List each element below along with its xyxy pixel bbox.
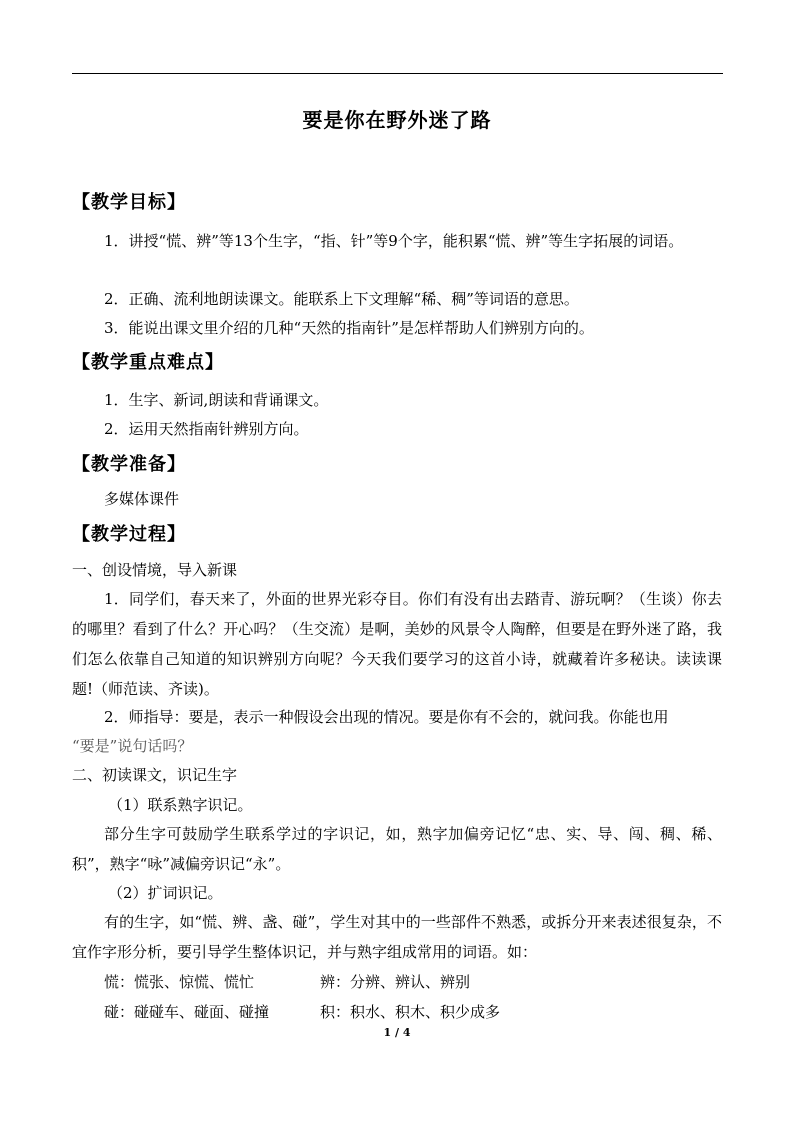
heading-keypoints: 【教学重点难点】 <box>72 352 224 373</box>
process-paragraph-2-line2: “要是”说句话吗？ <box>72 737 193 755</box>
header-rule <box>72 73 723 74</box>
word-group-huang: 慌：慌张、惊慌、慌忙 <box>104 973 255 991</box>
goal-item-3: 3．能说出课文里介绍的几种“天然的指南针”是怎样帮助人们辨别方向的。 <box>104 319 594 337</box>
part2-title: 二、初读课文，识记生字 <box>72 766 238 784</box>
document-title: 要是你在野外迷了路 <box>302 108 492 132</box>
process-paragraph-2-line1: 2．师指导：要是，表示一种假设会出现的情况。要是你有不会的，就问我。你能也用 <box>104 708 669 726</box>
heading-prep: 【教学准备】 <box>72 454 186 475</box>
part1-title: 一、创设情境，导入新课 <box>72 561 238 579</box>
subsection-2: （2）扩词识记。 <box>108 884 223 902</box>
keypoint-item-2: 2．运用天然指南针辨别方向。 <box>104 420 309 438</box>
subsection-1: （1）联系熟字识记。 <box>108 796 253 814</box>
process-paragraph-1: 1．同学们，春天来了，外面的世界光彩夺目。你们有没有出去踏青、游玩啊？（生谈）你去的哪里？看到了什么？开心吗？（生交流）是啊，美妙的风景令人陶醉，但要是在野外迷了路，我们怎么依靠自己知道的知识辨别方向呢？今天我们要学习的这首小诗，就藏着许多秘诀。读读课题!（师范读、齐读)。 <box>72 590 722 698</box>
word-group-bian: 辨：分辨、辨认、辨别 <box>320 973 471 991</box>
word-group-ji: 积：积水、积木、积少成多 <box>320 1003 501 1021</box>
keypoint-item-1: 1．生字、新词,朗读和背诵课文。 <box>104 391 329 409</box>
process-paragraph-3: 部分生字可鼓励学生联系学过的字识记，如，熟字加偏旁记忆“忠、实、导、闯、稠、稀、积”，熟字“咏”减偏旁识记“永”。 <box>72 825 722 873</box>
heading-goals: 【教学目标】 <box>72 192 186 213</box>
page-number: 1 / 4 <box>383 1026 411 1039</box>
prep-text: 多媒体课件 <box>104 490 180 508</box>
word-group-peng: 碰：碰碰车、碰面、碰撞 <box>104 1003 270 1021</box>
heading-process: 【教学过程】 <box>72 524 186 545</box>
process-paragraph-4: 有的生字，如“慌、辨、盏、碰”，学生对其中的一些部件不熟悉，或拆分开来表述很复杂，不宜作字形分析，要引导学生整体识记，并与熟字组成常用的词语。如： <box>72 913 722 961</box>
goal-item-2: 2．正确、流利地朗读课文。能联系上下文理解“稀、稠”等词语的意思。 <box>104 290 579 308</box>
goal-item-1: 1．讲授“慌、辨”等13个生字，“指、针”等9个字，能积累“慌、辨”等生字拓展的词语。 <box>104 232 684 250</box>
